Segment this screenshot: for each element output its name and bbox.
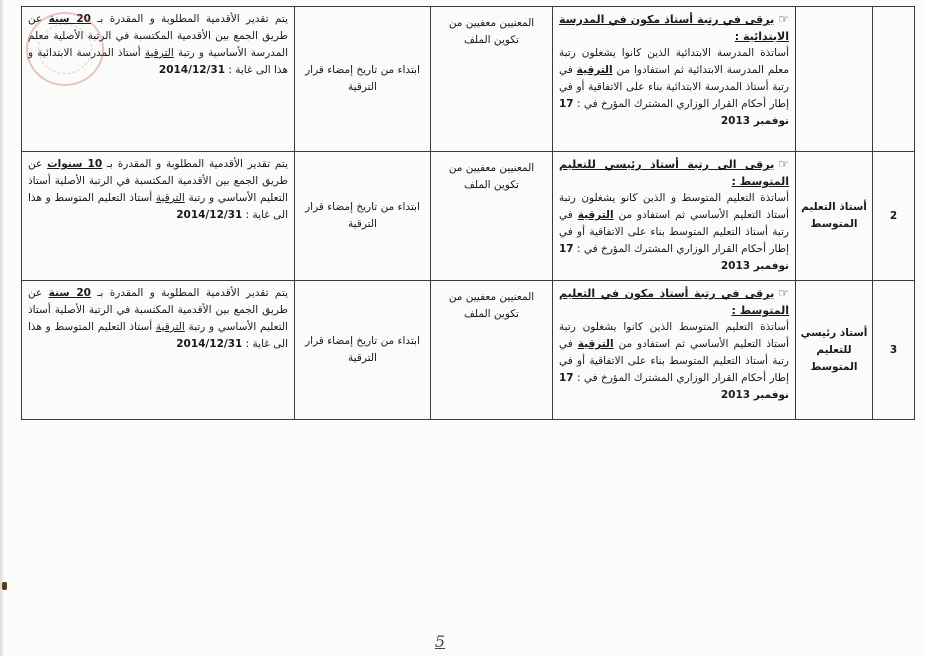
original-rank: أستاذ رئيسي للتعليم المتوسط bbox=[796, 281, 873, 420]
scan-speck bbox=[2, 582, 7, 590]
keyword-promotion: الترقية bbox=[576, 64, 613, 76]
file-condition: المعنيين معفيين من تكوين الملف bbox=[431, 152, 553, 281]
promotion-description: ☞يرقى الى رتبة أستاذ رئيسي للتعليم المتوسط : أساتذة التعليم المتوسط و الذين كانو يشغلون رتبة أستاذ التعليم الأساسي ثم استفادو من الترقية في رتبة أستاذ التعليم المتوسط بناء على الاتفاقية أو في إطار أحكام القرار الوزاري المشترك المؤرخ في : 17 نوفمبر 2013 bbox=[553, 152, 796, 281]
effective-date: ابتداء من تاريخ إمضاء قرار الترقية bbox=[295, 152, 431, 281]
promotion-heading: ☞يرقى الى رتبة أستاذ رئيسي للتعليم المتوسط : bbox=[559, 157, 789, 188]
required-duration: 10 سنوات bbox=[47, 158, 103, 170]
promotion-heading: ☞يرقى في رتبة أستاذ مكون في المدرسة الابتدائية : bbox=[559, 12, 789, 43]
required-duration: 20 سنة bbox=[48, 287, 91, 299]
keyword-promotion: الترقية bbox=[155, 321, 185, 333]
row-number: 2 bbox=[873, 152, 915, 281]
table-row bbox=[22, 281, 915, 420]
promotion-table bbox=[21, 6, 915, 420]
pointing-hand-icon: ☞ bbox=[778, 157, 789, 171]
deadline-date: 2014/12/31 bbox=[176, 338, 243, 350]
keyword-promotion: الترقية bbox=[144, 47, 174, 59]
pointing-hand-icon: ☞ bbox=[778, 286, 789, 300]
original-rank: أستاذ التعليم المتوسط bbox=[796, 152, 873, 281]
promotion-description: ☞يرقى في رتبة أستاذ مكون في التعليم المتوسط : أساتذة التعليم المتوسط الذين كانوا يشغلون رتبة أستاذ التعليم الأساسي ثم استفادو من الترقية في رتبة أستاذ التعليم المتوسط بناء على الاتفاقية أو في إطار أحكام القرار الوزاري المشترك المؤرخ في : 17 نوفمبر 2013 bbox=[553, 281, 796, 420]
row-number: 3 bbox=[873, 281, 915, 420]
promotion-heading: ☞يرقى في رتبة أستاذ مكون في التعليم المتوسط : bbox=[559, 286, 789, 317]
decree-date: 17 نوفمبر 2013 bbox=[559, 243, 789, 272]
table-row bbox=[22, 152, 915, 281]
page-edge-shadow bbox=[0, 0, 4, 656]
decree-date: 17 نوفمبر 2013 bbox=[559, 98, 789, 127]
deadline-date: 2014/12/31 bbox=[176, 209, 243, 221]
file-condition: المعنيين معفيين من تكوين الملف bbox=[431, 281, 553, 420]
file-condition: المعنيين معفيين من تكوين الملف bbox=[431, 7, 553, 152]
pointing-hand-icon: ☞ bbox=[778, 12, 789, 26]
keyword-promotion: الترقية bbox=[577, 209, 614, 221]
deadline-date: 2014/12/31 bbox=[158, 64, 226, 76]
promotion-description: ☞يرقى في رتبة أستاذ مكون في المدرسة الابتدائية : أساتذة المدرسة الابتدائية الذين كانوا يشغلون رتبة معلم المدرسة الابتدائية ثم استفادوا من الترقية في رتبة أستاذ المدرسة الابتدائية بناء على الاتفاقية أو في إطار أحكام القرار الوزاري المشترك المؤرخ في : 17 نوفمبر 2013 bbox=[553, 7, 796, 152]
row-number bbox=[873, 7, 915, 152]
effective-date: ابتداء من تاريخ إمضاء قرار الترقية bbox=[295, 7, 431, 152]
required-duration: 20 سنة bbox=[48, 13, 91, 25]
seniority-note: يتم تقدير الأقدمية المطلوبة و المقدرة بـ 10 سنوات عن طريق الجمع بين الأقدمية المكتسبة في الرتبة الأصلية أستاذ التعليم الأساسي و رتبة الترقية أستاذ التعليم المتوسط و هذا الى غاية : 2014/12/31 bbox=[22, 152, 295, 281]
decree-date: 17 نوفمبر 2013 bbox=[559, 372, 789, 401]
page-number: 5 bbox=[434, 632, 446, 651]
seniority-note: يتم تقدير الأقدمية المطلوبة و المقدرة بـ 20 سنة عن طريق الجمع بين الأقدمية المكتسبة في الرتبة الأصلية معلم المدرسة الأساسية و رتبة الترقية أستاذ المدرسة الابتدائية و هذا الى غاية : 2014/12/31 bbox=[22, 7, 295, 152]
original-rank bbox=[796, 7, 873, 152]
effective-date: ابتداء من تاريخ إمضاء قرار الترقية bbox=[295, 281, 431, 420]
keyword-promotion: الترقية bbox=[577, 338, 614, 350]
seniority-note: يتم تقدير الأقدمية المطلوبة و المقدرة بـ 20 سنة عن طريق الجمع بين الأقدمية المكتسبة في الرتبة الأصلية أستاذ التعليم الأساسي و رتبة الترقية أستاذ التعليم المتوسط و هذا الى غاية : 2014/12/31 bbox=[22, 281, 295, 420]
table-row bbox=[22, 7, 915, 152]
keyword-promotion: الترقية bbox=[155, 192, 185, 204]
